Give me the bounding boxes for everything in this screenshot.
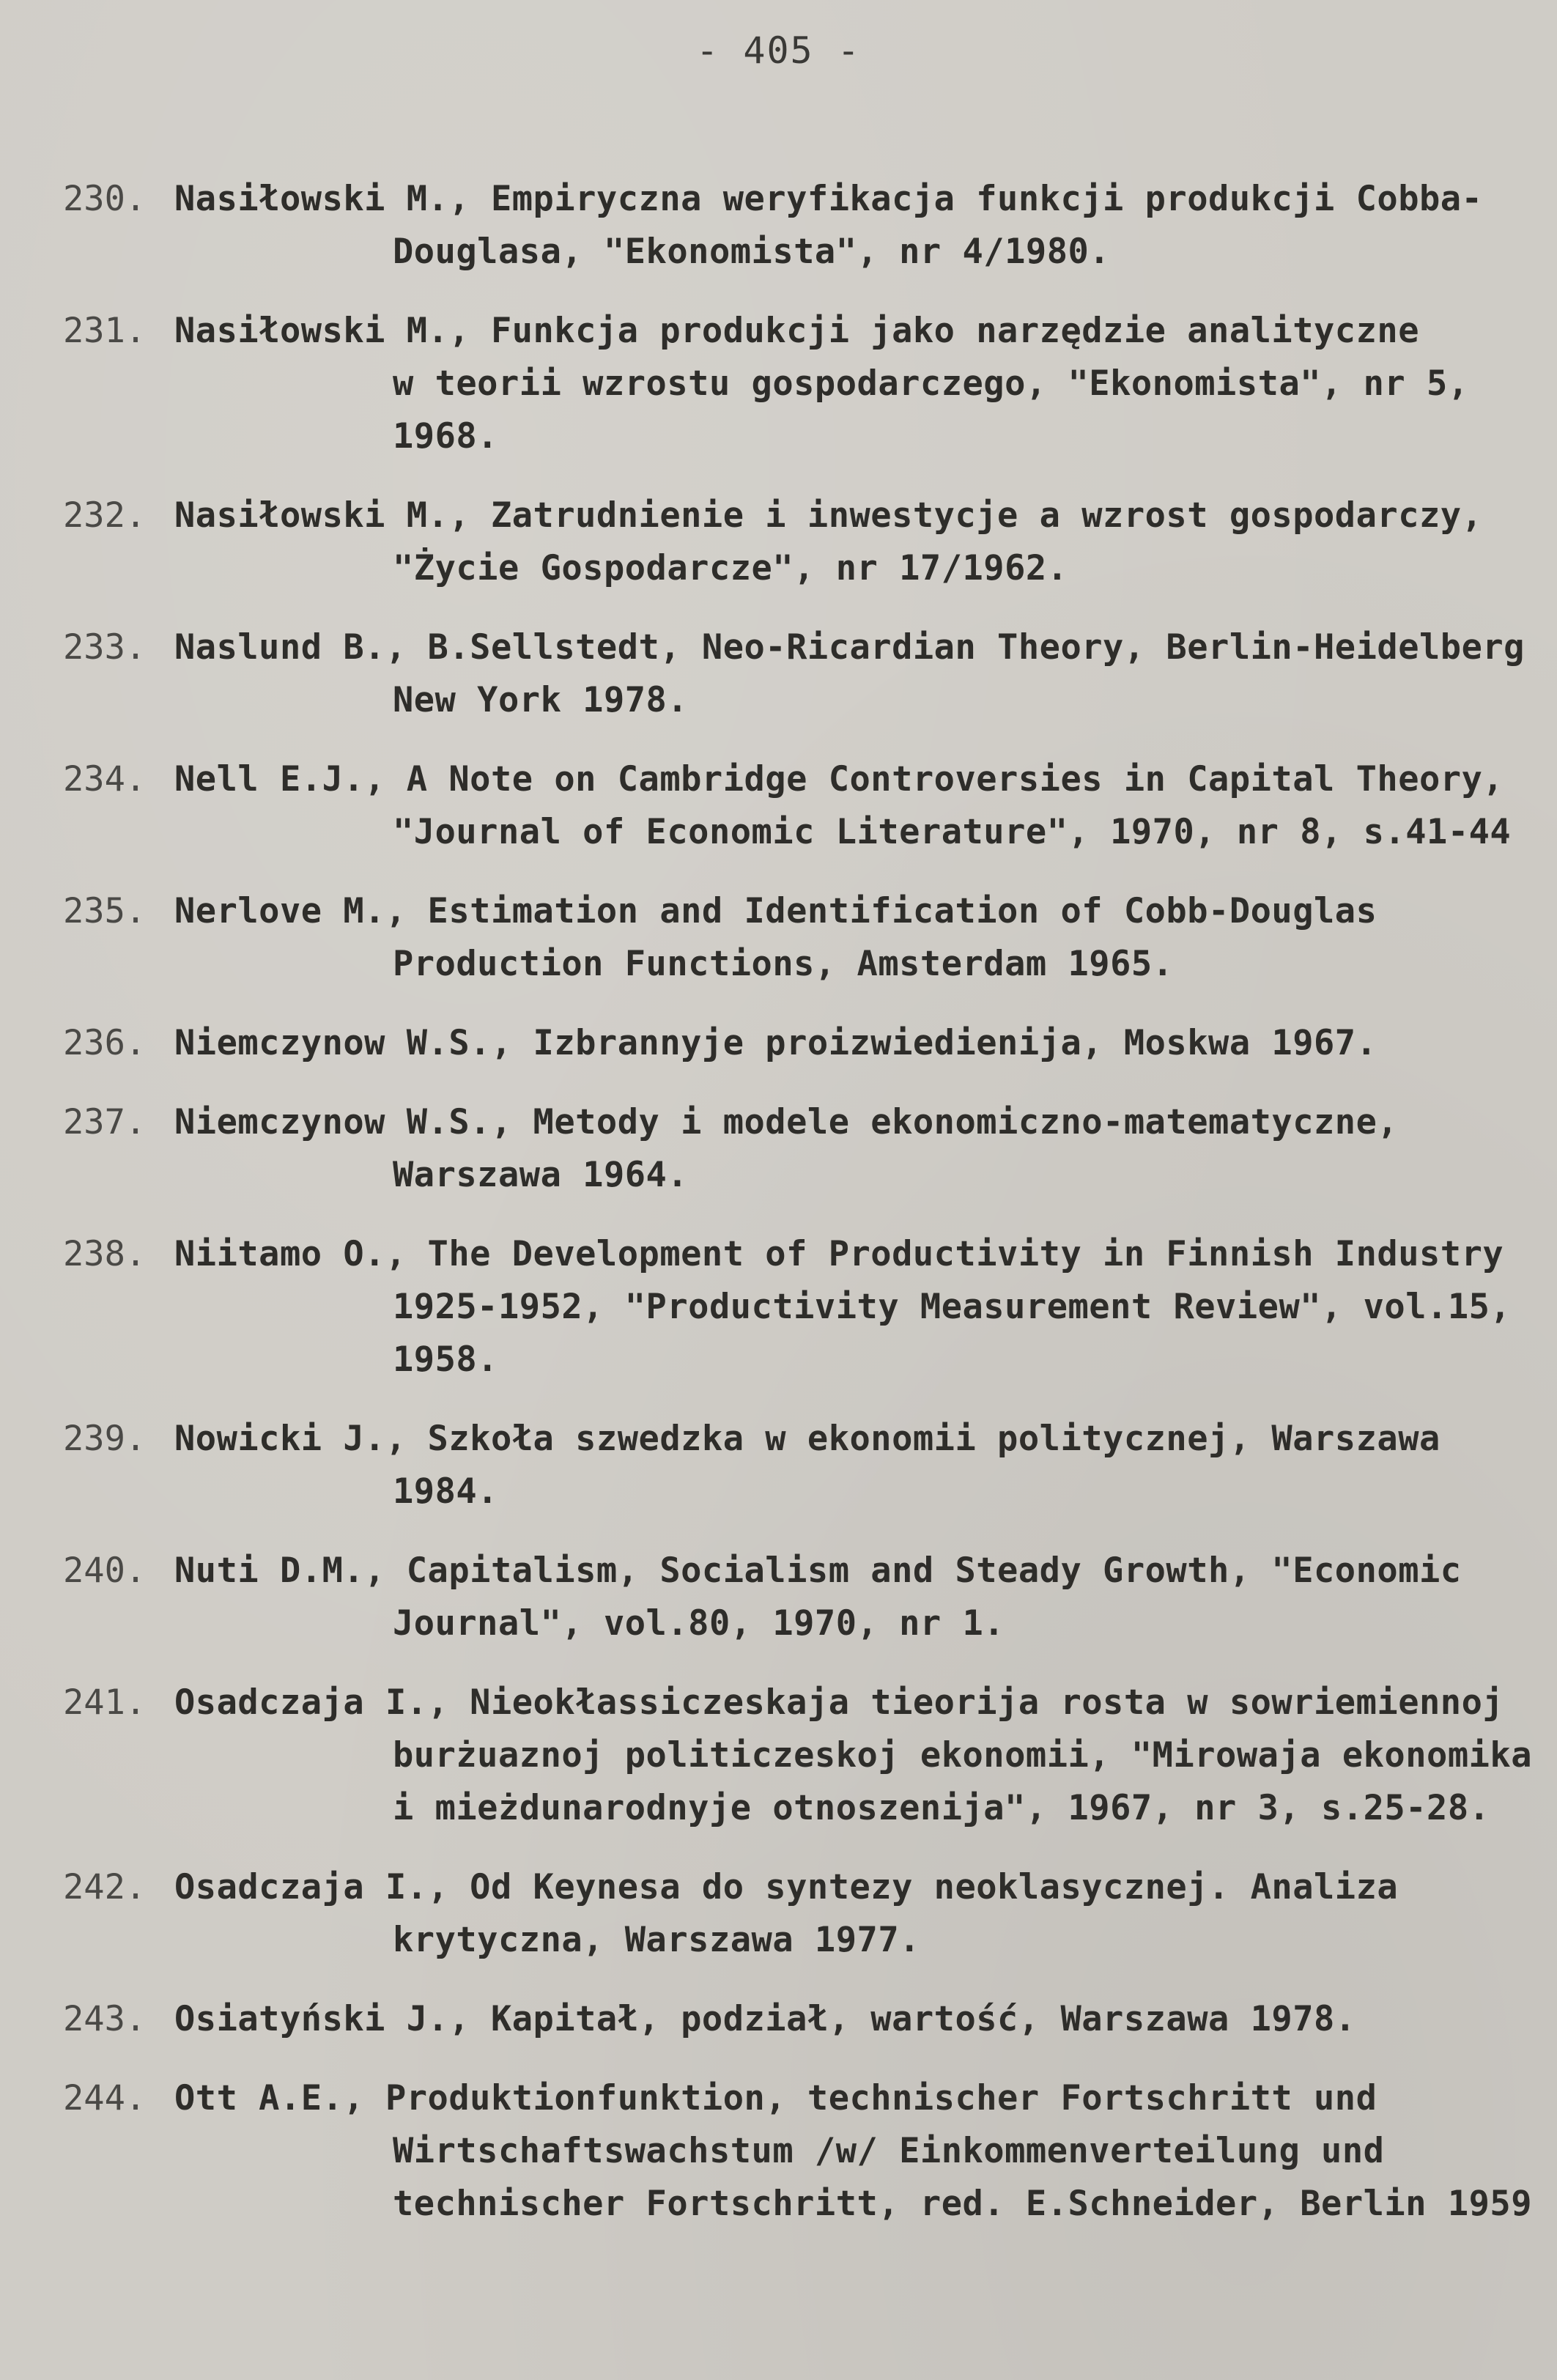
reference-text-line: Nell E.J., A Note on Cambridge Controversies in Capital Theory, xyxy=(174,759,1504,799)
reference-text-line: 1968. xyxy=(393,416,498,457)
reference-text-line: New York 1978. xyxy=(393,680,689,720)
reference-number: 233. xyxy=(63,627,147,668)
reference-text-line: Osadczaja I., Nieokłassiczeskaja tieorija rosta w sowriemiennoj xyxy=(174,1682,1504,1723)
reference-text-line: Osiatyński J., Kapitał, podział, wartość, Warszawa 1978. xyxy=(174,1999,1356,2039)
reference-text-line: w teorii wzrostu gospodarczego, "Ekonomista", nr 5, xyxy=(393,363,1469,404)
reference-entry xyxy=(63,2072,1550,2231)
reference-entry xyxy=(63,305,1550,463)
reference-text-line: Osadczaja I., Od Keynesa do syntezy neoklasycznej. Analiza xyxy=(174,1867,1399,1907)
reference-text-line: Niitamo O., The Development of Productivity in Finnish Industry xyxy=(174,1234,1504,1274)
reference-text-line: Nasiłowski M., Zatrudnienie i inwestycje a wzrost gospodarczy, xyxy=(174,495,1483,536)
reference-text-line: 1984. xyxy=(393,1471,498,1512)
reference-number: 237. xyxy=(63,1102,147,1142)
reference-text-line: krytyczna, Warszawa 1977. xyxy=(393,1920,920,1960)
reference-entry xyxy=(63,489,1550,595)
reference-text-line: Production Functions, Amsterdam 1965. xyxy=(393,944,1174,984)
reference-number: 236. xyxy=(63,1023,147,1063)
reference-list xyxy=(63,173,1550,2257)
reference-text-line: Nasiłowski M., Empiryczna weryfikacja funkcji produkcji Cobba- xyxy=(174,179,1483,219)
reference-entry xyxy=(63,753,1550,859)
reference-entry xyxy=(63,173,1550,278)
reference-text-line: Nerlove M., Estimation and Identification of Cobb-Douglas xyxy=(174,891,1377,931)
reference-text-line: i mieżdunarodnyje otnoszenija", 1967, nr 3, s.25-28. xyxy=(393,1788,1490,1828)
reference-entry xyxy=(63,1861,1550,1967)
reference-entry xyxy=(63,885,1550,991)
reference-number: 231. xyxy=(63,311,147,351)
reference-text-line: "Życie Gospodarcze", nr 17/1962. xyxy=(393,548,1068,588)
reference-entry xyxy=(63,1096,1550,1202)
reference-entry xyxy=(63,1228,1550,1386)
reference-text-line: Journal", vol.80, 1970, nr 1. xyxy=(393,1603,1005,1644)
reference-text-line: Wirtschaftswachstum /w/ Einkommenverteilung und xyxy=(393,2131,1385,2171)
reference-number: 240. xyxy=(63,1551,147,1591)
reference-entry xyxy=(63,1545,1550,1650)
reference-number: 242. xyxy=(63,1867,147,1907)
reference-number: 241. xyxy=(63,1682,147,1723)
reference-number: 243. xyxy=(63,1999,147,2039)
reference-text-line: Warszawa 1964. xyxy=(393,1155,689,1195)
reference-entry xyxy=(63,621,1550,727)
reference-number: 244. xyxy=(63,2078,147,2118)
reference-number: 239. xyxy=(63,1419,147,1459)
reference-text-line: Douglasa, "Ekonomista", nr 4/1980. xyxy=(393,232,1111,272)
reference-number: 238. xyxy=(63,1234,147,1274)
reference-entry xyxy=(63,1017,1550,1070)
reference-text-line: technischer Fortschritt, red. E.Schneider, Berlin 1959 xyxy=(393,2184,1533,2224)
reference-text-line: Nowicki J., Szkoła szwedzka w ekonomii politycznej, Warszawa xyxy=(174,1419,1440,1459)
reference-text-line: "Journal of Economic Literature", 1970, nr 8, s.41-44 xyxy=(393,812,1512,852)
reference-text-line: Nuti D.M., Capitalism, Socialism and Steady Growth, "Economic xyxy=(174,1551,1462,1591)
reference-text-line: 1925-1952, "Productivity Measurement Review", vol.15, xyxy=(393,1287,1512,1327)
page-number: - 405 - xyxy=(696,29,861,72)
reference-text-line: Niemczynow W.S., Metody i modele ekonomiczno-matematyczne, xyxy=(174,1102,1399,1142)
reference-number: 234. xyxy=(63,759,147,799)
reference-number: 230. xyxy=(63,179,147,219)
reference-entry xyxy=(63,1677,1550,1835)
reference-number: 235. xyxy=(63,891,147,931)
reference-entry xyxy=(63,1413,1550,1518)
reference-text-line: 1958. xyxy=(393,1339,498,1380)
reference-number: 232. xyxy=(63,495,147,536)
reference-text-line: Naslund B., B.Sellstedt, Neo-Ricardian Theory, Berlin-Heidelberg xyxy=(174,627,1525,668)
reference-text-line: burżuaznoj politiczeskoj ekonomii, "Mirowaja ekonomika xyxy=(393,1735,1533,1775)
reference-text-line: Nasiłowski M., Funkcja produkcji jako narzędzie analityczne xyxy=(174,311,1419,351)
reference-entry xyxy=(63,1993,1550,2046)
reference-text-line: Niemczynow W.S., Izbrannyje proizwiedienija, Moskwa 1967. xyxy=(174,1023,1377,1063)
reference-text-line: Ott A.E., Produktionfunktion, technischer Fortschritt und xyxy=(174,2078,1377,2118)
